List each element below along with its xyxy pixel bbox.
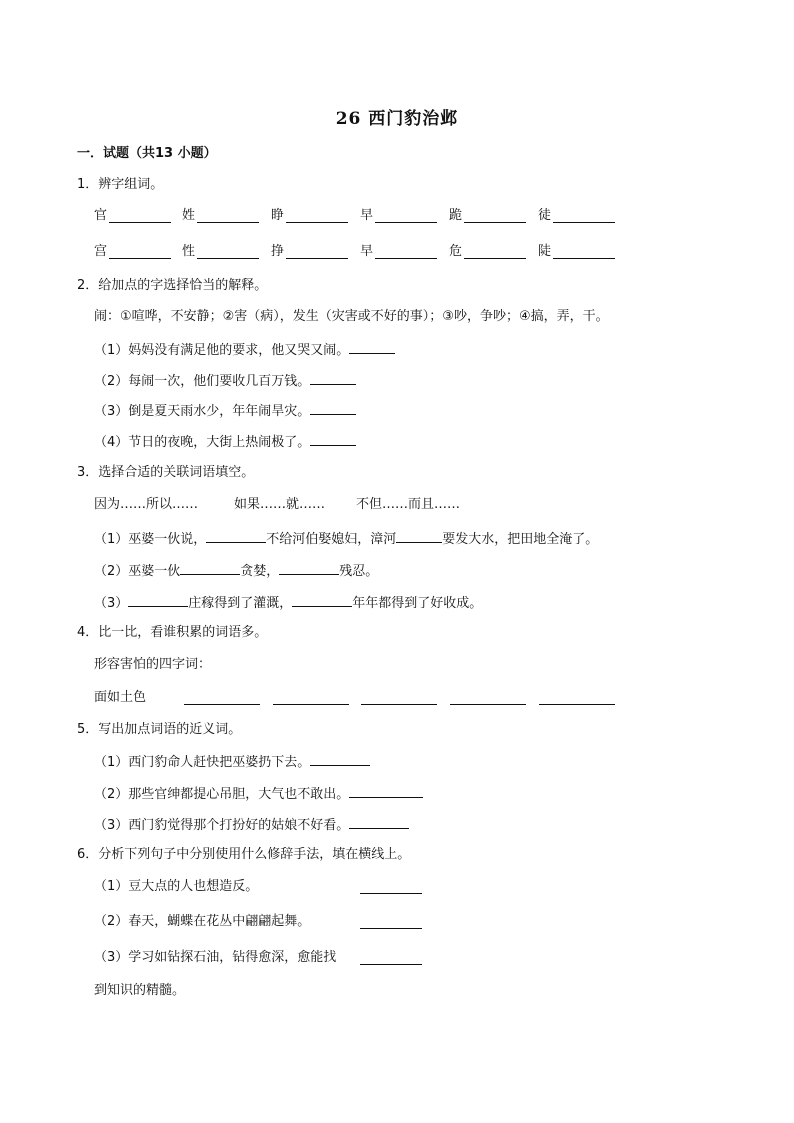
- q2-item-text: （1）妈妈没有满足他的要求，他又哭又闹。: [94, 343, 350, 358]
- q1-char: 跪: [449, 208, 463, 223]
- q1-char: 早: [360, 244, 374, 259]
- q3-stem: 3．选择合适的关联词语填空。: [77, 465, 255, 480]
- q1-char: 早: [360, 208, 374, 223]
- answer-blank[interactable]: [197, 222, 259, 223]
- answer-blank[interactable]: [279, 561, 339, 575]
- q1-char: 宫: [94, 244, 108, 259]
- q3-item: [94, 593, 482, 613]
- section-heading: 一．试题（共13 小题）: [77, 146, 217, 161]
- q3-item-text: 不给河伯娶媳妇，漳河: [266, 532, 397, 547]
- q3-option: 因为……所以……: [94, 497, 199, 512]
- q1-char: 陡: [538, 244, 552, 259]
- answer-blank[interactable]: [292, 593, 352, 607]
- q2-item: [94, 340, 395, 360]
- q3-item-text: 要发大水，把田地全淹了。: [442, 532, 599, 547]
- q1-char: 徒: [538, 208, 552, 223]
- answer-blank[interactable]: [361, 704, 437, 705]
- q1-char: 挣: [271, 244, 285, 259]
- answer-blank[interactable]: [128, 593, 188, 607]
- q2-item-text: （3）倒是夏天雨水少，年年闹旱灾。: [94, 404, 311, 419]
- answer-blank[interactable]: [349, 340, 395, 354]
- q1-stem: 1．辨字组词。: [77, 177, 164, 192]
- answer-blank[interactable]: [310, 432, 356, 446]
- q3-item-text: 残忍。: [339, 564, 379, 579]
- q3-option: 不但……而且……: [356, 497, 461, 512]
- q2-definitions: 闹：①喧哗，不安静；②害（病），发生（灾害或不好的事）；③吵，争吵；④搞，弄，干。: [94, 309, 609, 324]
- answer-blank[interactable]: [286, 222, 348, 223]
- answer-blank[interactable]: [197, 258, 259, 259]
- q5-item-text: （2）那些官绅都提心吊胆，大气也不敢出。: [94, 787, 350, 802]
- answer-blank[interactable]: [539, 704, 615, 705]
- q3-item-text: 庄稼得到了灌溉，: [188, 596, 293, 611]
- q6-stem: 6．分析下列句子中分别使用什么修辞手法，填在横线上。: [77, 847, 411, 862]
- q1-char: 危: [449, 244, 463, 259]
- answer-blank[interactable]: [180, 561, 240, 575]
- q2-item-text: （2）每闹一次，他们要收几百万钱。: [94, 374, 311, 389]
- q4-example-word: 面如土色: [94, 690, 147, 705]
- q6-item-text: （3）学习如钻探石油，钻得愈深，愈能找: [94, 950, 337, 965]
- q1-char: 睁: [271, 208, 285, 223]
- q5-item-text: （3）西门豹觉得那个打扮好的姑娘不好看。: [94, 818, 350, 833]
- answer-blank[interactable]: [109, 258, 171, 259]
- page-title: 26 西门豹治邺: [335, 109, 459, 129]
- answer-blank[interactable]: [310, 401, 356, 415]
- q1-char: 姓: [182, 208, 196, 223]
- q3-item: [94, 561, 378, 581]
- q3-item-text: （1）巫婆一伙说，: [94, 532, 207, 547]
- answer-blank[interactable]: [184, 704, 260, 705]
- q2-item: [94, 371, 356, 391]
- q2-item: [94, 432, 356, 452]
- q5-item: [94, 752, 370, 772]
- answer-blank[interactable]: [360, 928, 422, 929]
- q1-char: 官: [94, 208, 108, 223]
- answer-blank[interactable]: [349, 815, 409, 829]
- q6-item-text: （2）春天，蝴蝶在花丛中翩翩起舞。: [94, 914, 311, 929]
- q6-item-text: （1）豆大点的人也想造反。: [94, 879, 259, 894]
- answer-blank[interactable]: [286, 258, 348, 259]
- answer-blank[interactable]: [310, 752, 370, 766]
- q3-item: [94, 529, 598, 549]
- answer-blank[interactable]: [553, 222, 615, 223]
- answer-blank[interactable]: [464, 258, 526, 259]
- q5-stem: 5．写出加点词语的近义词。: [77, 722, 242, 737]
- q3-item-text: 年年都得到了好收成。: [352, 596, 483, 611]
- answer-blank[interactable]: [206, 529, 266, 543]
- answer-blank[interactable]: [450, 704, 526, 705]
- q4-prompt: 形容害怕的四字词：: [94, 657, 212, 672]
- answer-blank[interactable]: [109, 222, 171, 223]
- q6-item-cont: 到知识的精髓。: [94, 983, 186, 998]
- q3-item-text: （2）巫婆一伙: [94, 564, 181, 579]
- answer-blank[interactable]: [375, 222, 437, 223]
- q2-item: [94, 401, 356, 421]
- answer-blank[interactable]: [396, 529, 442, 543]
- answer-blank[interactable]: [360, 893, 422, 894]
- answer-blank[interactable]: [375, 258, 437, 259]
- q3-item-text: （3）: [94, 596, 129, 611]
- answer-blank[interactable]: [464, 222, 526, 223]
- q2-stem: 2．给加点的字选择恰当的解释。: [77, 278, 268, 293]
- q4-stem: 4．比一比，看谁积累的词语多。: [77, 625, 268, 640]
- q2-item-text: （4）节日的夜晚，大街上热闹极了。: [94, 435, 311, 450]
- q5-item: [94, 815, 409, 835]
- q3-item-text: 贪婪，: [240, 564, 280, 579]
- q1-char: 性: [182, 244, 196, 259]
- q3-option: 如果……就……: [234, 497, 326, 512]
- q5-item-text: （1）西门豹命人赶快把巫婆扔下去。: [94, 755, 311, 770]
- answer-blank[interactable]: [360, 964, 422, 965]
- answer-blank[interactable]: [349, 784, 423, 798]
- answer-blank[interactable]: [310, 371, 356, 385]
- q5-item: [94, 784, 423, 804]
- answer-blank[interactable]: [273, 704, 349, 705]
- answer-blank[interactable]: [553, 258, 615, 259]
